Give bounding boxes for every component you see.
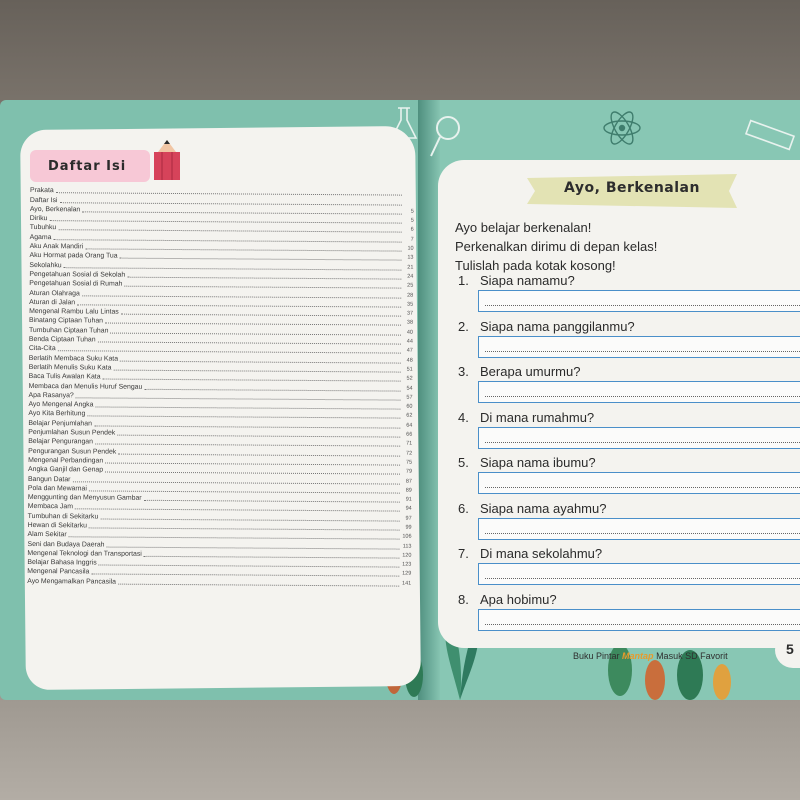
toc-entry-title: Ayo, Berkenalan [29,205,81,214]
answer-dotted-line [485,624,800,625]
question-number: 6. [458,500,469,516]
question [458,319,635,334]
atom-doodle-icon [600,108,644,148]
toc-entry-page: 87 [405,478,412,485]
toc-entry-title: Mengenal Perbandingan [28,456,104,465]
magnifier-doodle-icon [428,112,464,162]
toc-entry-title: Tumbuhan Ciptaan Tuhan [28,326,109,335]
toc-entry-title: Berlatih Membaca Suku Kata [28,354,119,363]
question-number: 5. [458,455,469,470]
instruction-line: Tulislah pada kotak kosong! [455,258,616,273]
background-top [0,0,800,105]
toc-entry-title: Aturan di Jalan [29,298,76,307]
ruler-doodle-icon [745,118,795,156]
answer-box[interactable] [478,609,800,631]
toc-entry-title: Ayo Mengenal Angka [28,401,94,409]
toc-entry-title: Membaca dan Menulis Huruf Sengau [28,382,143,391]
toc-entry-title: Belajar Bahasa Inggris [27,559,97,567]
toc-entry-title: Aku Hormat pada Orang Tua [29,252,118,260]
answer-dotted-line [485,533,800,534]
instruction-line: Ayo belajar berkenalan! [455,220,592,235]
toc-entry-page: 141 [402,580,412,587]
toc-entry-page: 79 [405,468,413,475]
question-number: 1. [458,273,469,288]
dot-leader [118,583,399,586]
toc-entry-title: Mengenal Rambu Lalu Lintas [29,308,119,316]
question-text: Siapa namamu? [480,273,575,288]
toc-entry-page: 72 [405,450,413,457]
answer-box[interactable] [478,381,800,403]
toc-entry-page: 44 [406,338,413,345]
toc-entry-title: Pengetahuan Sosial di Rumah [29,280,123,288]
toc-entry-page: 66 [406,431,413,438]
toc-entry-page: 99 [405,524,412,531]
toc-entry-title: Aku Anak Mandiri [29,243,84,251]
question [458,455,596,470]
toc-entry-page: 13 [407,255,414,262]
question-text: Siapa nama ayahmu? [480,500,607,516]
toc-entry-page: 57 [406,394,413,401]
answer-dotted-line [485,305,800,306]
toc-entry-page: 91 [405,496,412,503]
toc-entry-page: 60 [406,403,413,410]
question-number: 8. [458,591,469,607]
answer-dotted-line [485,351,800,352]
toc-entry-title: Menggunting dan Menyusun Gambar [27,494,142,502]
question-text: Siapa nama panggilanmu? [480,318,635,334]
toc-entry-page: 25 [407,282,414,289]
toc-entry-title: Daftar Isi [29,196,58,204]
answer-dotted-line [485,442,800,443]
toc-entry-page: 113 [402,543,412,550]
question-text: Berapa umurmu? [480,364,581,379]
toc-entry-page: 62 [406,413,413,420]
toc-entry-page: 52 [406,375,413,382]
toc-entry-title: Pengetahuan Sosial di Sekolah [29,270,126,279]
footer-brand: Mantap [622,651,654,661]
toc-entry-page: 24 [407,273,414,280]
toc-entry-title: Apa Rasanya? [28,391,74,400]
toc-entry-title: Ayo Mengamalkan Pancasila [27,577,117,586]
pencil-cup-icon [150,138,184,182]
toc-entry-title: Binatang Ciptaan Tuhan [29,317,104,325]
answer-dotted-line [485,396,800,397]
toc-entry-title: Belajar Pengurangan [28,438,93,446]
question-number: 4. [458,409,469,425]
toc-entry-page: 71 [406,440,413,447]
question [458,273,575,288]
answer-box[interactable] [478,427,800,449]
toc-entry-page: 54 [406,385,413,392]
question [458,592,557,607]
toc-entry-title: Tumbuhan di Sekitarku [27,512,99,521]
toc-entry-page: 51 [406,366,413,373]
toc-entry-title: Mengenal Teknologi dan Transportasi [27,549,142,558]
question [458,364,580,379]
answer-box[interactable] [478,290,800,312]
toc-entry-page: 10 [407,245,414,252]
toc-entry-page: 40 [406,329,414,336]
toc-entry-page: 38 [406,320,414,327]
toc-entry-title: Prakata [29,187,54,195]
toc-entry-title: Aturan Olahraga [29,289,80,297]
page-number: 5 [786,641,794,657]
instruction-line: Perkenalkan dirimu di depan kelas! [455,239,658,254]
toc-entry-page: 94 [405,506,412,513]
table-surface [0,690,800,800]
toc-entry-title: Mengenal Pancasila [27,568,90,576]
answer-dotted-line [485,578,800,579]
toc-entry-title: Seni dan Budaya Daerah [27,540,105,549]
footer-text: Buku Pintar [573,651,620,661]
toc-entry-page: 6 [410,227,414,234]
toc-entry-title: Berlatih Menulis Suku Kata [28,363,112,372]
toc-entry-page: 129 [402,571,412,578]
question-text: Di mana sekolahmu? [480,546,603,561]
toc-entry-title: Diriku [29,215,48,223]
answer-box[interactable] [478,472,800,494]
toc-entry-page: 123 [402,561,412,568]
instructions [455,218,657,275]
footer-text: Masuk SD Favorit [656,651,728,661]
answer-box[interactable] [478,518,800,540]
toc-entry-title: Bangun Datar [27,475,71,483]
toc-entry-page: 48 [406,357,413,364]
toc-entry-page: 97 [405,515,412,522]
toc-entry-page: 47 [406,347,413,355]
toc-entry-title: Tubuhku [29,224,57,232]
question-text: Di mana rumahmu? [480,409,595,425]
question-number: 3. [458,364,469,379]
toc-entry-page: 35 [407,301,414,308]
toc-entry-page: 64 [406,422,413,429]
toc-title: Daftar Isi [30,150,150,182]
toc-entry-page: 37 [406,310,414,317]
toc-entry-title: Angka Ganjil dan Genap [27,466,104,474]
toc-entry-page: 5 [410,217,414,224]
toc-entry-page: 7 [410,236,414,243]
question [458,546,602,561]
toc-entry-title: Penjumlahan Susun Pendek [28,429,116,437]
question [458,501,606,516]
toc-entry-page: 89 [405,487,412,494]
toc-entry-title: Sekolahku [29,261,62,269]
question-number: 2. [458,318,469,334]
toc-entry-title: Ayo Kita Berhitung [28,410,86,418]
answer-dotted-line [485,487,800,488]
toc-entry-page: 106 [402,533,412,540]
toc-entry-title: Belajar Penjumlahan [28,419,92,428]
toc-entry-title: Agama [29,233,52,241]
toc-entry-title: Hewan di Sekitarku [27,521,88,530]
page-title: Ayo, Berkenalan [564,180,700,196]
toc-entry-title: Pola dan Mewarnai [27,484,87,493]
toc-entry-title: Alam Sekitar [27,531,67,539]
answer-box[interactable] [478,336,800,358]
toc-entry-title: Baca Tulis Awalan Kata [28,373,101,381]
toc-entry-page: 21 [407,264,414,271]
toc-entry-page: 75 [405,459,413,466]
toc-entry-title: Benda Ciptaan Tuhan [28,336,96,344]
toc-entry-page: 120 [402,552,412,559]
question-text: Siapa nama ibumu? [480,455,596,470]
toc-entry-title: Membaca Jam [27,503,73,511]
toc-list [27,186,414,588]
answer-box[interactable] [478,563,800,585]
toc-entry-title: Cita-Cita [28,345,56,353]
question-text: Apa hobimu? [480,591,557,607]
question [458,410,594,425]
toc-entry-page: 5 [410,208,414,215]
book-footer [573,651,728,661]
toc-entry-title: Pengurangan Susun Pendek [28,447,117,456]
question-number: 7. [458,546,469,561]
toc-entry-page: 28 [407,292,414,299]
